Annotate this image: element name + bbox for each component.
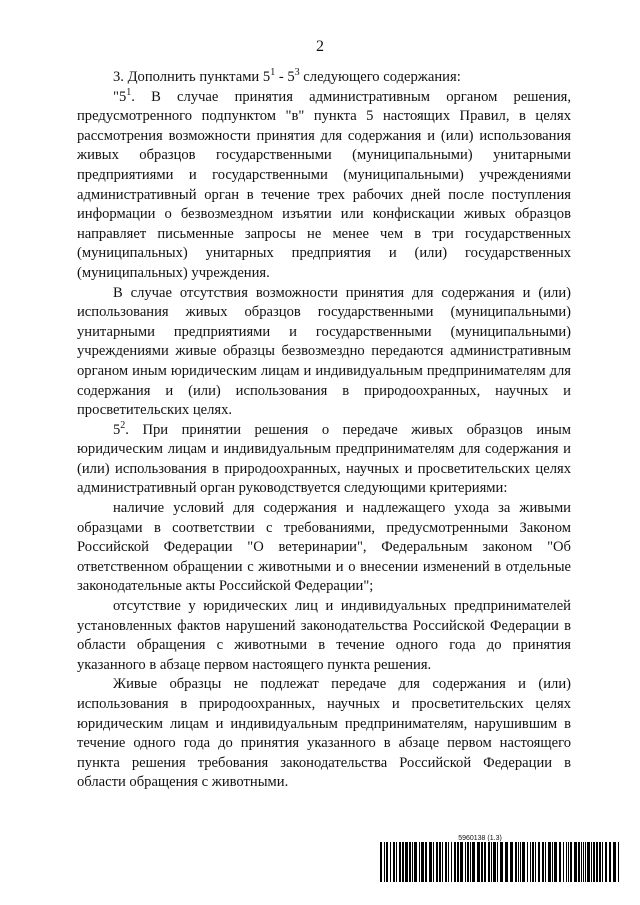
barcode-bar bbox=[425, 842, 427, 882]
barcode-bar bbox=[530, 842, 531, 882]
barcode-bar bbox=[510, 842, 513, 882]
barcode-bar bbox=[570, 842, 572, 882]
barcode-bar bbox=[532, 842, 534, 882]
barcode-bar bbox=[442, 842, 443, 882]
barcode-bar bbox=[548, 842, 551, 882]
paragraph-5: наличие условий для содержания и надлежащего ухода за живыми образцами в соответствии с требованиями, предусмотренными Законом Российской Федерации "О ветеринарии", Федеральным законом "Об ответственном обращении с животными и о внесении изменений в отдельные законодательные акты Российской Федерации"; bbox=[77, 500, 571, 595]
barcode-bar bbox=[451, 842, 452, 882]
barcode-icon bbox=[380, 842, 620, 882]
barcode-bar bbox=[613, 842, 616, 882]
text-span: . В случае принятия административным органом решения, предусмотренного подпунктом "в" пункта 5 настоящих Правил, в целях рассмотрения возможности принятия для содержания и (или) использования живых образцов государственными (муниципальными) унитарными предприятиями и государственными (муниципальными) учреждениями административный орган в течение трех рабочих дней после поступления информации о безвозмездном изъятии или конфискации живых образцов направляет письменные запросы не менее чем в три государственных (муниципальных) унитарных предприятия и (или) государственных (муниципальных) учреждения. bbox=[77, 88, 571, 281]
barcode-bar bbox=[467, 842, 469, 882]
barcode-bar bbox=[405, 842, 408, 882]
barcode-bar bbox=[552, 842, 553, 882]
barcode-bar bbox=[470, 842, 471, 882]
barcode-bar bbox=[386, 842, 388, 882]
paragraph-3: В случае отсутствия возможности принятия для содержания и (или) использования живых образцов государственными (муниципальными) унитарными предприятиями и государственными (муниципальными) учреждениями живые образцы безвозмездно передаются административным органом иным юридическим лицам и индивидуальным предпринимателям для содержания и (или) использования в природоохранных, научных и просветительских целях. bbox=[77, 284, 571, 419]
barcode-bar bbox=[566, 842, 567, 882]
page-number: 2 bbox=[316, 38, 324, 55]
paragraph-1 bbox=[77, 68, 571, 88]
barcode-bar bbox=[421, 842, 424, 882]
barcode-bar bbox=[454, 842, 456, 882]
barcode-bar bbox=[545, 842, 546, 882]
barcode-bar bbox=[493, 842, 496, 882]
barcode-bar bbox=[481, 842, 483, 882]
barcode-bar bbox=[605, 842, 607, 882]
document-body bbox=[77, 68, 571, 793]
text-span: - 5 bbox=[275, 69, 295, 85]
barcode-bar bbox=[402, 842, 404, 882]
text-span: "5 bbox=[113, 88, 127, 105]
barcode-bar bbox=[448, 842, 449, 882]
barcode-bar bbox=[399, 842, 401, 882]
text-span: . При принятии решения о передаче живых образцов иным юридическим лицам и индивидуальным предпринимателям для содержания и (или) использования в природоохранных, научных и просветительских целях административный орган руководствуется следующими критериями: bbox=[77, 421, 571, 497]
barcode-bar bbox=[581, 842, 582, 882]
barcode-bar bbox=[538, 842, 540, 882]
barcode-bar bbox=[488, 842, 490, 882]
barcode-bar bbox=[559, 842, 561, 882]
barcode-bar bbox=[460, 842, 463, 882]
barcode-bar bbox=[500, 842, 503, 882]
paragraph-7: Живые образцы не подлежат передаче для содержания и (или) использования в природоохранных, научных и просветительских целях юридическим лицам и индивидуальным предпринимателям, нарушившим в течение одного года до принятия указанного в абзаце первом настоящего пункта решения требования законодательства Российской Федерации в области обращения с животными. bbox=[77, 676, 571, 791]
barcode-bar bbox=[457, 842, 459, 882]
barcode-bar bbox=[497, 842, 498, 882]
barcode-bar bbox=[527, 842, 528, 882]
superscript: 1 bbox=[270, 67, 276, 79]
barcode-bar bbox=[393, 842, 395, 882]
barcode-bar bbox=[472, 842, 475, 882]
barcode-bar bbox=[591, 842, 592, 882]
barcode-bar bbox=[384, 842, 385, 882]
barcode-bar bbox=[585, 842, 586, 882]
barcode-bar bbox=[599, 842, 601, 882]
superscript: 3 bbox=[294, 67, 300, 79]
barcode-bar bbox=[535, 842, 536, 882]
barcode-bar bbox=[618, 842, 619, 882]
barcode-bar bbox=[465, 842, 466, 882]
barcode-bar bbox=[563, 842, 564, 882]
text-span: 3. Дополнить пунктами 5 bbox=[113, 69, 271, 85]
barcode-bar bbox=[587, 842, 590, 882]
barcode-bar bbox=[596, 842, 598, 882]
barcode-bar bbox=[409, 842, 411, 882]
paragraph-2 bbox=[77, 88, 571, 284]
barcode-bar bbox=[477, 842, 480, 882]
barcode-bar bbox=[380, 842, 382, 882]
superscript: 2 bbox=[120, 419, 126, 431]
barcode-bar bbox=[429, 842, 432, 882]
barcode-bar bbox=[433, 842, 434, 882]
barcode-bar bbox=[518, 842, 519, 882]
barcode-bar bbox=[436, 842, 438, 882]
barcode-block bbox=[380, 835, 620, 882]
text-span: 5 bbox=[113, 421, 121, 438]
barcode-bar bbox=[484, 842, 486, 882]
barcode-bar bbox=[568, 842, 569, 882]
paragraph-6: отсутствие у юридических лиц и индивидуальных предпринимателей установленных фактов нарушений законодательства Российской Федерации в области обращения с животными в течение одного года до принятия указанного в абзаце первом настоящего пункта решения. bbox=[77, 598, 571, 673]
barcode-bar bbox=[602, 842, 603, 882]
paragraph-4 bbox=[77, 421, 571, 499]
barcode-bar bbox=[574, 842, 577, 882]
barcode-bar bbox=[439, 842, 441, 882]
barcode-bar bbox=[505, 842, 508, 882]
barcode-bar bbox=[609, 842, 611, 882]
barcode-bar bbox=[491, 842, 492, 882]
barcode-bar bbox=[396, 842, 397, 882]
barcode-bar bbox=[445, 842, 447, 882]
barcode-bar bbox=[414, 842, 417, 882]
barcode-bar bbox=[419, 842, 420, 882]
superscript: 1 bbox=[126, 86, 132, 98]
barcode-bar bbox=[593, 842, 595, 882]
barcode-bar bbox=[390, 842, 391, 882]
barcode-label: 5960138 (1.3) bbox=[458, 835, 502, 842]
barcode-bar bbox=[554, 842, 557, 882]
barcode-bar bbox=[578, 842, 580, 882]
barcode-bar bbox=[520, 842, 521, 882]
barcode-bar bbox=[515, 842, 517, 882]
text-span: следующего содержания: bbox=[299, 69, 461, 85]
barcode-bar bbox=[412, 842, 413, 882]
barcode-bar bbox=[542, 842, 544, 882]
barcode-bar bbox=[583, 842, 584, 882]
barcode-bar bbox=[522, 842, 525, 882]
